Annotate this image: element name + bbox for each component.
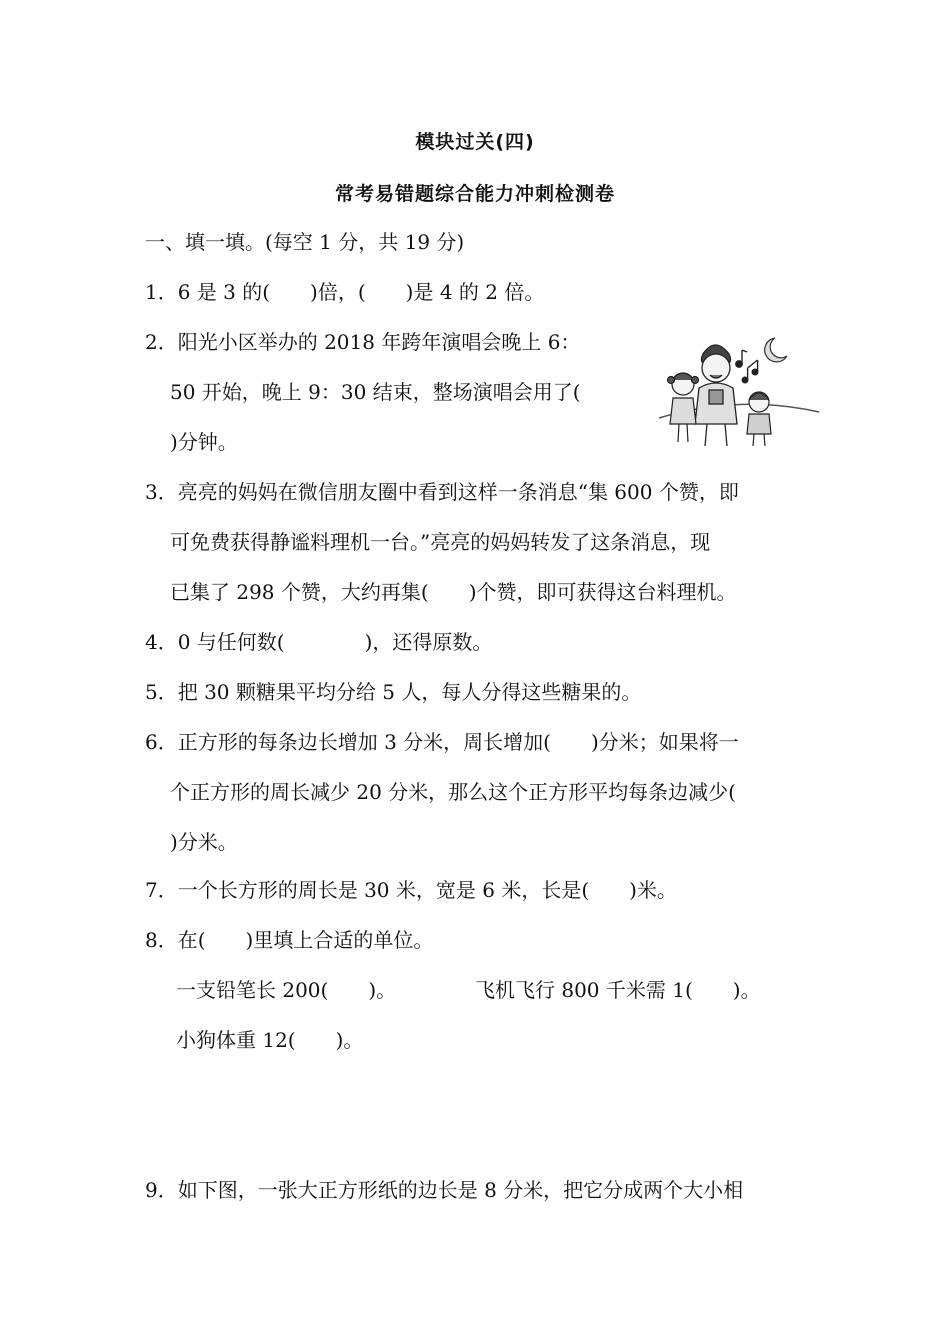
question-2-line-2: 50 开始，晚上 9：30 结束，整场演唱会用了( [170,380,581,404]
question-2-line-1: 2．阳光小区举办的 2018 年跨年演唱会晚上 6： [145,330,581,354]
question-8-item-airplane: 飞机飞行 800 千米需 1( )。 [475,978,761,1002]
question-2-line-3: )分钟。 [170,430,238,454]
page-subtitle: 常考易错题综合能力冲刺检测卷 [334,183,615,205]
question-6-line-1: 6．正方形的每条边长增加 3 分米，周长增加( )分米；如果将一 [145,730,739,754]
question-7: 7．一个长方形的周长是 30 米，宽是 6 米，长是( )米。 [145,878,677,902]
question-9-line-1: 9．如下图，一张大正方形纸的边长是 8 分米，把它分成两个大小相 [145,1178,744,1202]
section-heading: 一、填一填。(每空 1 分，共 19 分) [145,230,465,254]
question-8-item-pencil: 一支铅笔长 200( )。 [176,978,397,1002]
question-5: 5．把 30 颗糖果平均分给 5 人，每人分得这些糖果的。 [145,680,642,704]
question-3-line-1: 3．亮亮的妈妈在微信朋友圈中看到这样一条消息“集 600 个赞，即 [145,480,739,504]
page-title: 模块过关(四) [415,131,535,153]
question-3-line-3: 已集了 298 个赞，大约再集( )个赞，即可获得这台料理机。 [170,580,737,604]
singing-children-illustration [655,328,823,450]
question-1: 1．6 是 3 的( )倍，( )是 4 的 2 倍。 [145,280,545,304]
question-4: 4．0 与任何数( )，还得原数。 [145,630,493,654]
question-6-line-2: 个正方形的周长减少 20 分米，那么这个正方形平均每条边减少( [170,780,736,804]
question-8: 8．在( )里填上合适的单位。 [145,928,434,952]
question-8-item-puppy: 小狗体重 12( )。 [176,1028,364,1052]
question-6-line-3: )分米。 [170,830,238,854]
question-3-line-2: 可免费获得静谧料理机一台。”亮亮的妈妈转发了这条消息，现 [170,530,711,554]
